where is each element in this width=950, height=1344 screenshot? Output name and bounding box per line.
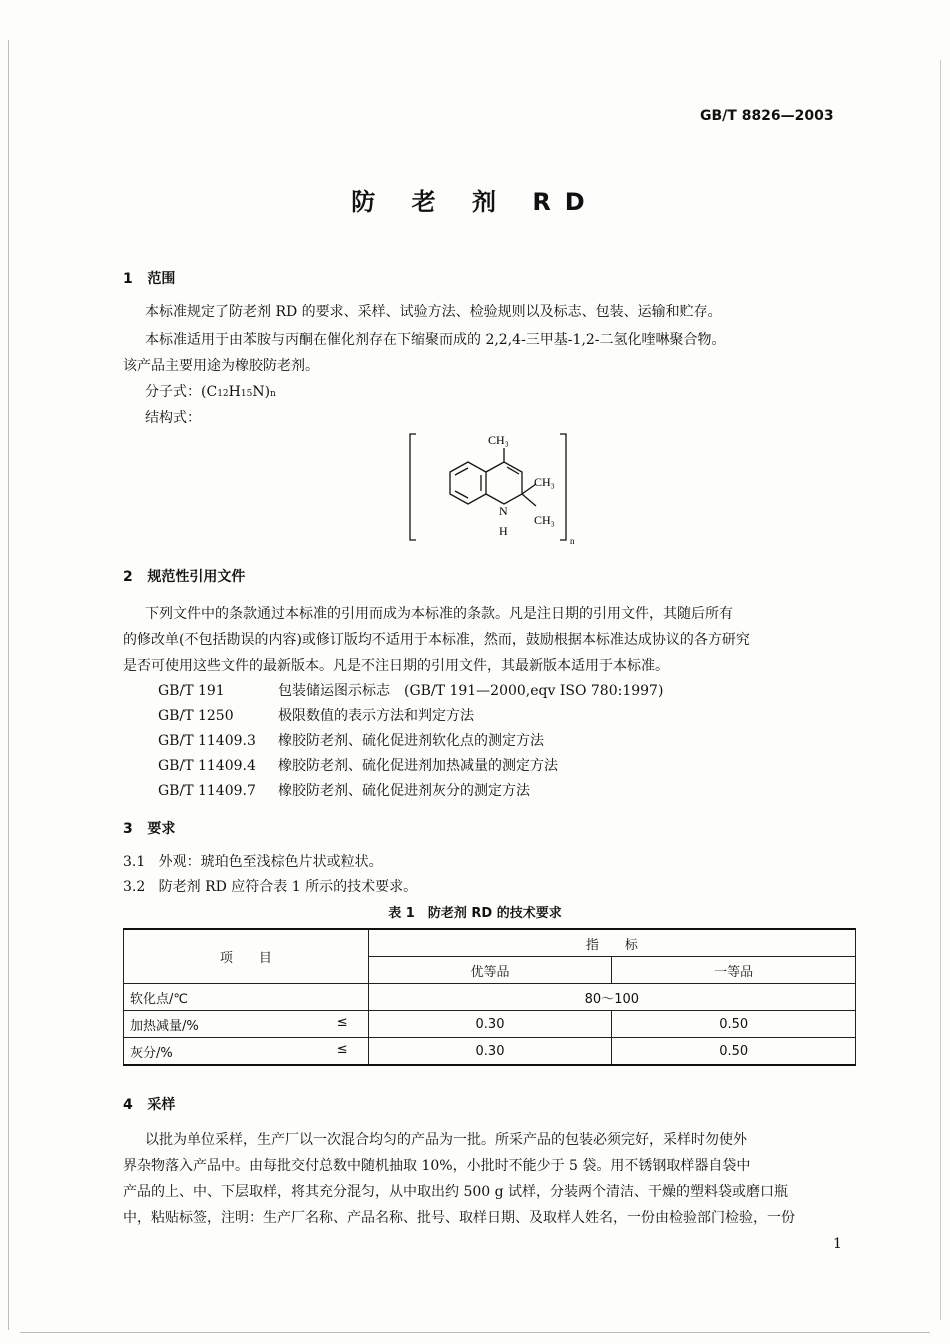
sampling-para-1: 以批为单位采样，生产厂以一次混合均匀的产品为一批。所采产品的包装必须完好，采样时勿使外 [145, 1132, 747, 1148]
formula-c: (C [201, 384, 218, 400]
ref-item [158, 755, 558, 775]
ref-item [158, 705, 474, 725]
section-number: 4 [123, 1097, 133, 1113]
sampling-para-2: 界杂物落入产品中。由每批交付总数中随机抽取 10%，小批时不能少于 5 袋。用不锈钢取样器自袋中 [123, 1158, 751, 1174]
refs-para-1: 下列文件中的条款通过本标准的引用而成为本标准的条款。凡是注日期的引用文件，其随后所有 [145, 606, 733, 622]
section-number: 2 [123, 569, 133, 585]
spec-table [123, 928, 856, 1066]
formula-c-count: 12 [217, 389, 229, 399]
ref-item [158, 780, 530, 800]
scope-para-1: 本标准规定了防老剂 RD 的要求、采样、试验方法、检验规则以及标志、包装、运输和贮存。 [145, 304, 722, 320]
standard-number: GB/T 8826—2003 [700, 108, 834, 124]
section-title: 要求 [147, 821, 176, 837]
formula-n-sub: n [270, 389, 276, 399]
section-4-heading [123, 1094, 175, 1114]
row-value-premium: 0.30 [368, 1011, 612, 1038]
row-name [124, 984, 369, 1011]
structure-diagram [400, 428, 590, 548]
scan-edge-right [940, 60, 941, 1320]
methyl-bond-right2 [522, 494, 536, 506]
ref-item [158, 680, 663, 700]
scope-para-2: 本标准适用于由苯胺与丙酮在催化剂存在下缩聚而成的 2,2,4-三甲基-1,2-二氢化喹啉聚合物。 [145, 332, 726, 348]
sampling-para-3: 产品的上、中、下层取样，将其充分混匀，从中取出约 500 g 试样，分装两个清洁、干燥的塑料袋或磨口瓶 [123, 1184, 789, 1200]
table-row [124, 1011, 856, 1038]
clause-number: 3.1 [123, 854, 146, 870]
ch3-right-2: CH₃ [534, 513, 555, 527]
clause-text: 防老剂 RD 应符合表 1 所示的技术要求。 [158, 879, 418, 895]
ch3-top: CH₃ [488, 433, 509, 447]
ref-title: 橡胶防老剂、硫化促进剂灰分的测定方法 [278, 783, 530, 799]
ch3-right-1: CH₃ [534, 475, 555, 489]
item-header: 项 目 [124, 929, 369, 984]
formula-n: N) [252, 384, 271, 400]
req-3-1 [123, 850, 383, 874]
bracket-left [410, 434, 416, 540]
formula-h: H [228, 384, 241, 400]
sampling-para-4: 中，粘贴标签，注明：生产厂名称、产品名称、批号、取样日期、及取样人姓名，一份由检验部门检验，一份 [123, 1210, 795, 1226]
clause-text: 外观：琥珀色至浅棕色片状或粒状。 [158, 854, 383, 870]
ref-title: 极限数值的表示方法和判定方法 [278, 708, 474, 724]
ref-code: GB/T 191 [158, 683, 225, 699]
formula-h-count: 15 [240, 389, 253, 399]
row-label: 软化点/℃ [130, 991, 188, 1007]
section-number: 3 [123, 821, 133, 837]
ref-code: GB/T 11409.7 [158, 783, 256, 799]
hydrogen-label: H [499, 524, 508, 538]
row-label: 灰分/% [130, 1045, 173, 1061]
req-3-2 [123, 875, 417, 899]
page-number: 1 [833, 1236, 842, 1252]
refs-para-2: 的修改单(不包括勘误的内容)或修订版均不适用于本标准，然而，鼓励根据本标准达成协议的各方研究 [123, 632, 750, 648]
benzene-double-bonds [455, 468, 481, 498]
ref-title: 橡胶防老剂、硫化促进剂加热减量的测定方法 [278, 758, 558, 774]
ref-title: 橡胶防老剂、硫化促进剂软化点的测定方法 [278, 733, 544, 749]
page-title: 防 老 剂 RD [351, 188, 599, 216]
ref-item [158, 730, 544, 750]
scope-para-2b: 该产品主要用途为橡胶防老剂。 [123, 358, 319, 374]
section-number: 1 [123, 271, 133, 287]
formula-label: 分子式： [145, 384, 201, 400]
index-header: 指 标 [368, 929, 855, 957]
section-title: 采样 [147, 1097, 176, 1113]
ref-code: GB/T 1250 [158, 708, 234, 724]
ref-title: 包装储运图示标志 (GB/T 191—2000,eqv ISO 780:1997) [278, 683, 664, 699]
scan-edge-left [8, 40, 9, 1330]
le-symbol: ≤ [336, 1041, 348, 1057]
clause-number: 3.2 [123, 879, 146, 895]
formula-line [145, 380, 276, 406]
le-symbol: ≤ [336, 1014, 348, 1030]
row-name [124, 1038, 369, 1066]
section-1-heading [123, 268, 175, 288]
hetero-ring [486, 462, 522, 504]
refs-para-3: 是否可使用这些文件的最新版本。凡是不注日期的引用文件，其最新版本适用于本标准。 [123, 658, 669, 674]
grade-header-first: 一等品 [612, 957, 856, 984]
row-value-premium: 0.30 [368, 1038, 612, 1066]
table-row [124, 984, 856, 1011]
table-row [124, 1038, 856, 1066]
structure-label: 结构式： [145, 410, 201, 426]
grade-header-premium: 优等品 [368, 957, 612, 984]
section-title: 规范性引用文件 [147, 569, 246, 585]
row-value-first: 0.50 [612, 1038, 856, 1066]
section-title: 范围 [147, 271, 176, 287]
nitrogen-label: N [499, 504, 508, 518]
ring-double-bond [507, 467, 519, 474]
row-label: 加热减量/% [130, 1018, 199, 1034]
section-3-heading [123, 818, 175, 838]
table-caption: 表 1 防老剂 RD 的技术要求 [388, 906, 562, 921]
row-value: 80～100 [368, 984, 855, 1011]
bracket-right [560, 434, 566, 540]
ref-code: GB/T 11409.3 [158, 733, 256, 749]
polymer-n-sub: n [570, 536, 575, 546]
section-2-heading [123, 566, 245, 586]
row-value-first: 0.50 [612, 1011, 856, 1038]
ref-code: GB/T 11409.4 [158, 758, 256, 774]
row-name [124, 1011, 369, 1038]
scan-edge-bottom [20, 1332, 930, 1333]
